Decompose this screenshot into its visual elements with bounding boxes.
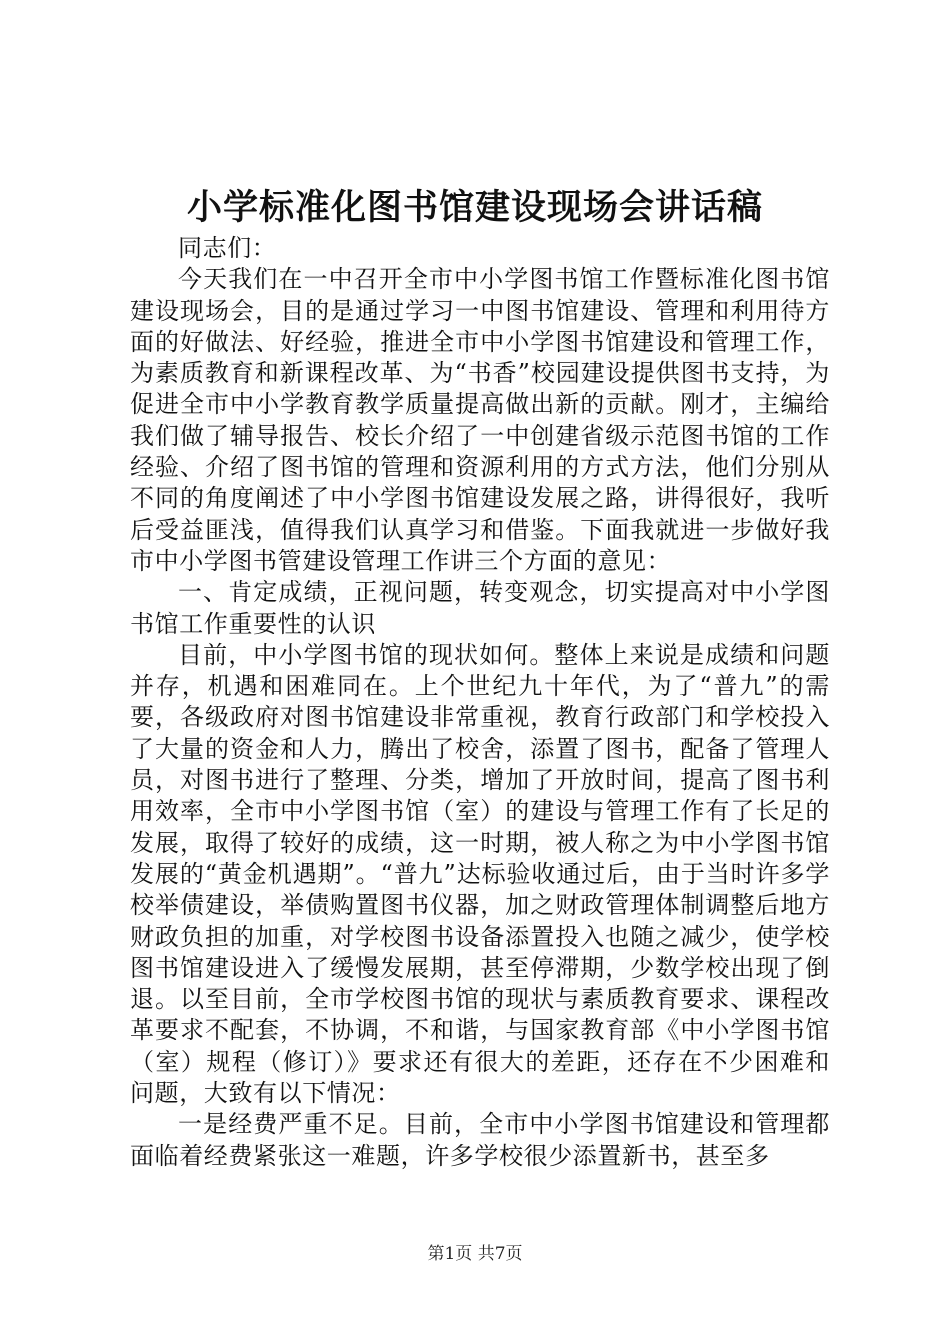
document-body bbox=[130, 233, 830, 1172]
section-heading-paragraph: 一、肯定成绩，正视问题，转变观念，切实提高对中小学图书馆工作重要性的认识 bbox=[130, 578, 830, 638]
intro-paragraph: 今天我们在一中召开全市中小学图书馆工作暨标准化图书馆建设现场会，目的是通过学习一中图书馆建设、管理和利用待方面的好做法、好经验，推进全市中小学图书馆建设和管理工作，为素质教育和新课程改革、为“书香”校园建设提供图书支持，为促进全市中小学教育教学质量提高做出新的贡献。刚才，主编给我们做了辅导报告、校长介绍了一中创建省级示范图书馆的工作经验、介绍了图书馆的管理和资源利用的方式方法，他们分别从不同的角度阐述了中小学图书馆建设发展之路，讲得很好，我听后受益匪浅，值得我们认真学习和借鉴。下面我就进一步做好我市中小学图书管建设管理工作讲三个方面的意见： bbox=[130, 265, 830, 575]
page-footer: 第1页 共7页 bbox=[427, 1244, 523, 1264]
salutation-paragraph: 同志们： bbox=[178, 234, 277, 262]
funding-paragraph: 一是经费严重不足。目前，全市中小学图书馆建设和管理都面临着经费紧张这一难题，许多学校很少添置新书，甚至多 bbox=[130, 1110, 830, 1170]
status-paragraph: 目前，中小学图书馆的现状如何。整体上来说是成绩和问题并存，机遇和困难同在。上个世纪九十年代，为了“普九”的需要，各级政府对图书馆建设非常重视，教育行政部门和学校投入了大量的资金和人力，腾出了校舍，添置了图书，配备了管理人员，对图书进行了整理、分类，增加了开放时间，提高了图书利用效率，全市中小学图书馆（室）的建设与管理工作有了长足的发展，取得了较好的成绩，这一时期，被人称之为中小学图书馆发展的“黄金机遇期”。“普九”达标验收通过后，由于当时许多学校举债建设，举债购置图书仪器，加之财政管理体制调整后地方财政负担的加重，对学校图书设备添置投入也随之减少，使学校图书馆建设进入了缓慢发展期，甚至停滞期，少数学校出现了倒退。以至目前，全市学校图书馆的现状与素质教育要求、课程改革要求不配套，不协调，不和谐，与国家教育部《中小学图书馆（室）规程（修订）》要求还有很大的差距，还存在不少困难和问题，大致有以下情况： bbox=[130, 640, 830, 1108]
document-title: 小学标准化图书馆建设现场会讲话稿 bbox=[186, 187, 763, 228]
